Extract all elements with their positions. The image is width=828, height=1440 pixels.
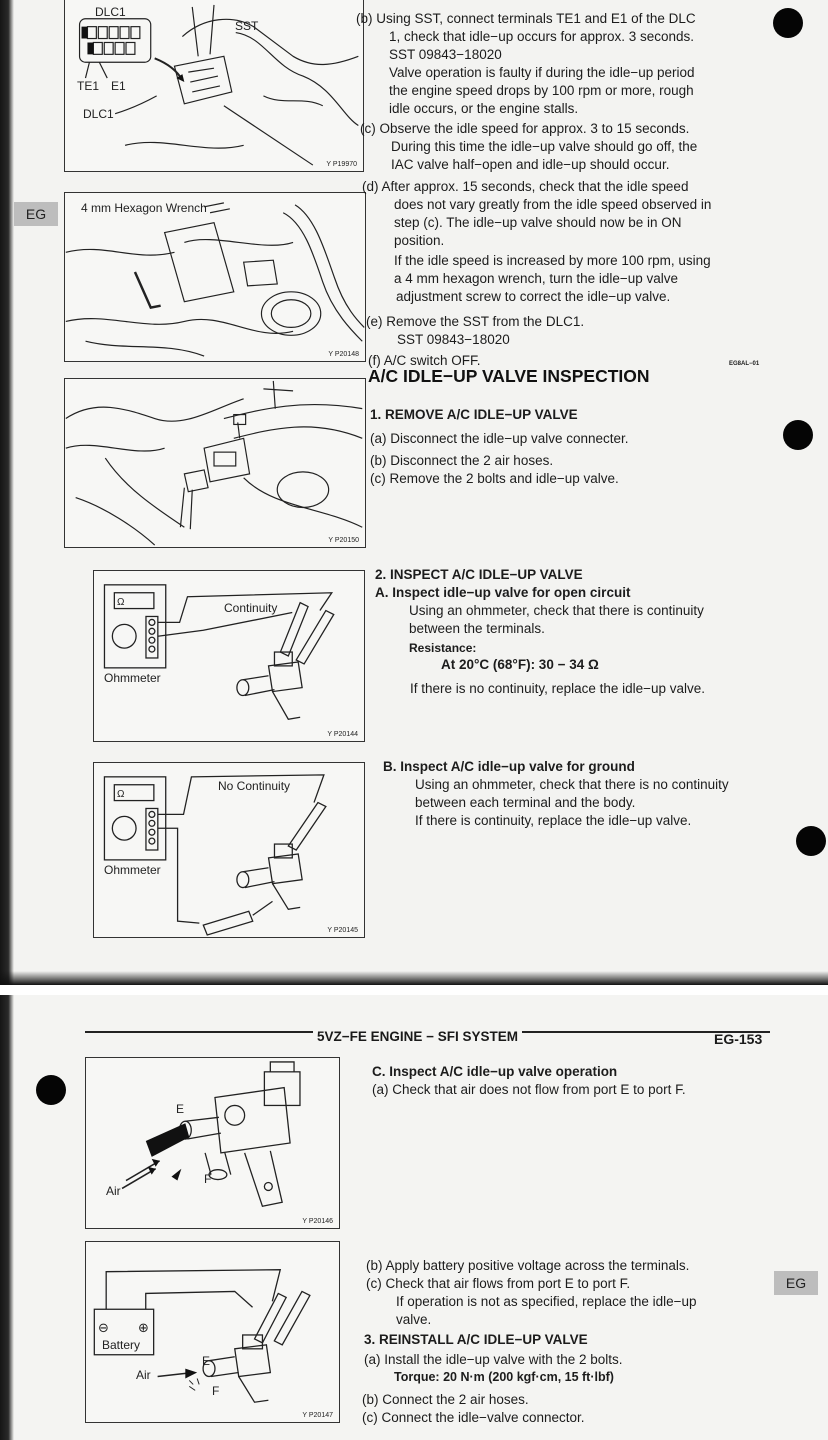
- ohm-symbol: Ω: [117, 789, 125, 800]
- figure-valve-removal: [64, 378, 366, 548]
- figure-id: Y P19970: [326, 161, 357, 168]
- step-d-line: does not vary greatly from the idle speed observed in: [394, 197, 712, 212]
- figure-id: Y P20144: [327, 731, 358, 738]
- continuity-label: Continuity: [224, 601, 278, 615]
- step-2-title: 2. INSPECT A/C IDLE−UP VALVE: [375, 567, 583, 582]
- idle-up-valve-illustration: [86, 1058, 339, 1228]
- binding-shadow: [0, 995, 14, 1440]
- figure-id: Y P20146: [302, 1218, 333, 1225]
- step-3a: (a) Install the idle−up valve with the 2 bolts.: [364, 1352, 623, 1367]
- step-e-line: (e) Remove the SST from the DLC1.: [366, 314, 585, 329]
- step-2b-line: If there is continuity, replace the idle−up valve.: [415, 813, 692, 828]
- battery-label: Battery: [102, 1338, 141, 1352]
- ohm-symbol: Ω: [117, 597, 125, 608]
- step-2a-title: A. Inspect idle−up valve for open circuit: [375, 585, 631, 600]
- figure-hexagon-wrench: [64, 192, 366, 362]
- step-2b-line: Using an ohmmeter, check that there is no continuity: [415, 777, 729, 792]
- step-2a-line: between the terminals.: [409, 621, 545, 636]
- port-e-label: E: [176, 1102, 185, 1116]
- step-d-line: a 4 mm hexagon wrench, turn the idle−up valve: [394, 271, 679, 286]
- dlc1-label-lower: DLC1: [83, 107, 114, 121]
- punch-hole-icon: [773, 8, 803, 38]
- step-b-line: idle occurs, or the engine stalls.: [389, 101, 579, 116]
- figure-no-continuity: [93, 762, 365, 938]
- figure-id: Y P20148: [328, 351, 359, 358]
- step-2b-line: between each terminal and the body.: [415, 795, 636, 810]
- step-c-title: C. Inspect A/C idle−up valve operation: [372, 1064, 618, 1079]
- punch-hole-icon: [36, 1075, 66, 1105]
- page-header-title: 5VZ−FE ENGINE − SFI SYSTEM: [313, 1029, 522, 1044]
- page-gap: [0, 985, 828, 995]
- step-1-title: 1. REMOVE A/C IDLE−UP VALVE: [370, 407, 578, 422]
- section-title: A/C IDLE−UP VALVE INSPECTION: [368, 366, 650, 386]
- punch-hole-icon: [796, 826, 826, 856]
- resistance-value: At 20°C (68°F): 30 − 34 Ω: [441, 657, 599, 672]
- figure-battery-test: [85, 1241, 340, 1423]
- figure-id: Y P20150: [328, 537, 359, 544]
- ohmmeter-label: Ohmmeter: [104, 671, 161, 685]
- ohmmeter-label: Ohmmeter: [104, 863, 161, 877]
- step-c-c-line: valve.: [396, 1312, 432, 1327]
- port-f-label: F: [204, 1172, 212, 1186]
- step-c-line: (c) Observe the idle speed for approx. 3 to 15 seconds.: [360, 121, 690, 136]
- step-c-a: (a) Check that air does not flow from port E to port F.: [372, 1082, 686, 1097]
- step-c-c-line: If operation is not as specified, replace the idle−up: [396, 1294, 697, 1309]
- hexagon-wrench-illustration: [65, 193, 365, 361]
- step-d-line: If the idle speed is increased by more 100 rpm, using: [394, 253, 711, 268]
- minus-terminal-icon: ⊖: [98, 1320, 109, 1335]
- step-1b: (b) Disconnect the 2 air hoses.: [370, 453, 554, 468]
- step-3-title: 3. REINSTALL A/C IDLE−UP VALVE: [364, 1332, 588, 1347]
- page-number: EG-153: [714, 1031, 763, 1047]
- step-c-b: (b) Apply battery positive voltage across the terminals.: [366, 1258, 690, 1273]
- step-f-line: (f) A/C switch OFF.: [368, 353, 481, 368]
- step-b-line: (b) Using SST, connect terminals TE1 and E1 of the DLC: [356, 11, 696, 26]
- page-edge-shadow: [0, 971, 828, 985]
- figure-id: Y P20145: [327, 927, 358, 934]
- step-2b-title: B. Inspect A/C idle−up valve for ground: [383, 759, 635, 774]
- step-2a-line: If there is no continuity, replace the idle−up valve.: [410, 681, 706, 696]
- dlc1-label: DLC1: [95, 5, 126, 19]
- reference-code: EG8AL−01: [729, 361, 760, 367]
- step-c-line: During this time the idle−up valve should go off, the: [391, 139, 698, 154]
- no-continuity-label: No Continuity: [218, 779, 291, 793]
- step-b-line: the engine speed drops by 100 rpm or more, rough: [389, 83, 694, 98]
- valve-on-engine-illustration: [65, 379, 365, 547]
- step-2a-line: Using an ohmmeter, check that there is continuity: [409, 603, 704, 618]
- figure-valve-ports: [85, 1057, 340, 1229]
- torque-spec: Torque: 20 N·m (200 kgf·cm, 15 ft·lbf): [394, 1370, 614, 1384]
- section-tab-eg: EG: [774, 1271, 818, 1295]
- air-label: Air: [106, 1184, 121, 1198]
- step-d-line: position.: [394, 233, 445, 248]
- punch-hole-icon: [783, 420, 813, 450]
- figure-id: Y P20147: [302, 1412, 333, 1419]
- step-d-line: step (c). The idle−up valve should now be in ON: [394, 215, 682, 230]
- plus-terminal-icon: ⊕: [138, 1320, 149, 1335]
- resistance-label: Resistance:: [409, 641, 477, 655]
- e1-label: E1: [111, 79, 126, 93]
- te1-label: TE1: [77, 79, 100, 93]
- step-c-c: (c) Check that air flows from port E to port F.: [366, 1276, 631, 1291]
- figure-continuity: [93, 570, 365, 742]
- figure-dlc1-sst: [64, 0, 364, 172]
- step-c-line: IAC valve half−open and idle−up should occur.: [391, 157, 670, 172]
- step-1a: (a) Disconnect the idle−up valve connecter.: [370, 431, 629, 446]
- step-1c: (c) Remove the 2 bolts and idle−up valve.: [370, 471, 619, 486]
- hexagon-wrench-label: 4 mm Hexagon Wrench: [81, 201, 207, 215]
- engine-dlc1-illustration: [65, 0, 363, 171]
- step-3b: (b) Connect the 2 air hoses.: [362, 1392, 529, 1407]
- manual-page-bottom: [0, 995, 828, 1440]
- sst-number: SST 09843−18020: [397, 332, 510, 347]
- step-d-line: (d) After approx. 15 seconds, check that the idle speed: [362, 179, 689, 194]
- port-e-label: E: [202, 1354, 211, 1368]
- step-b-line: Valve operation is faulty if during the idle−up period: [389, 65, 695, 80]
- step-3c: (c) Connect the idle−valve connector.: [362, 1410, 585, 1425]
- step-d-line: adjustment screw to correct the idle−up valve.: [396, 289, 671, 304]
- sst-number: SST 09843−18020: [389, 47, 502, 62]
- ohmmeter-continuity-diagram: [94, 571, 364, 741]
- section-tab-eg: EG: [14, 202, 58, 226]
- binding-shadow: [0, 0, 14, 985]
- step-b-line: 1, check that idle−up occurs for approx. 3 seconds.: [389, 29, 695, 44]
- air-label: Air: [136, 1368, 151, 1382]
- sst-label: SST: [235, 19, 259, 33]
- port-f-label: F: [212, 1384, 220, 1398]
